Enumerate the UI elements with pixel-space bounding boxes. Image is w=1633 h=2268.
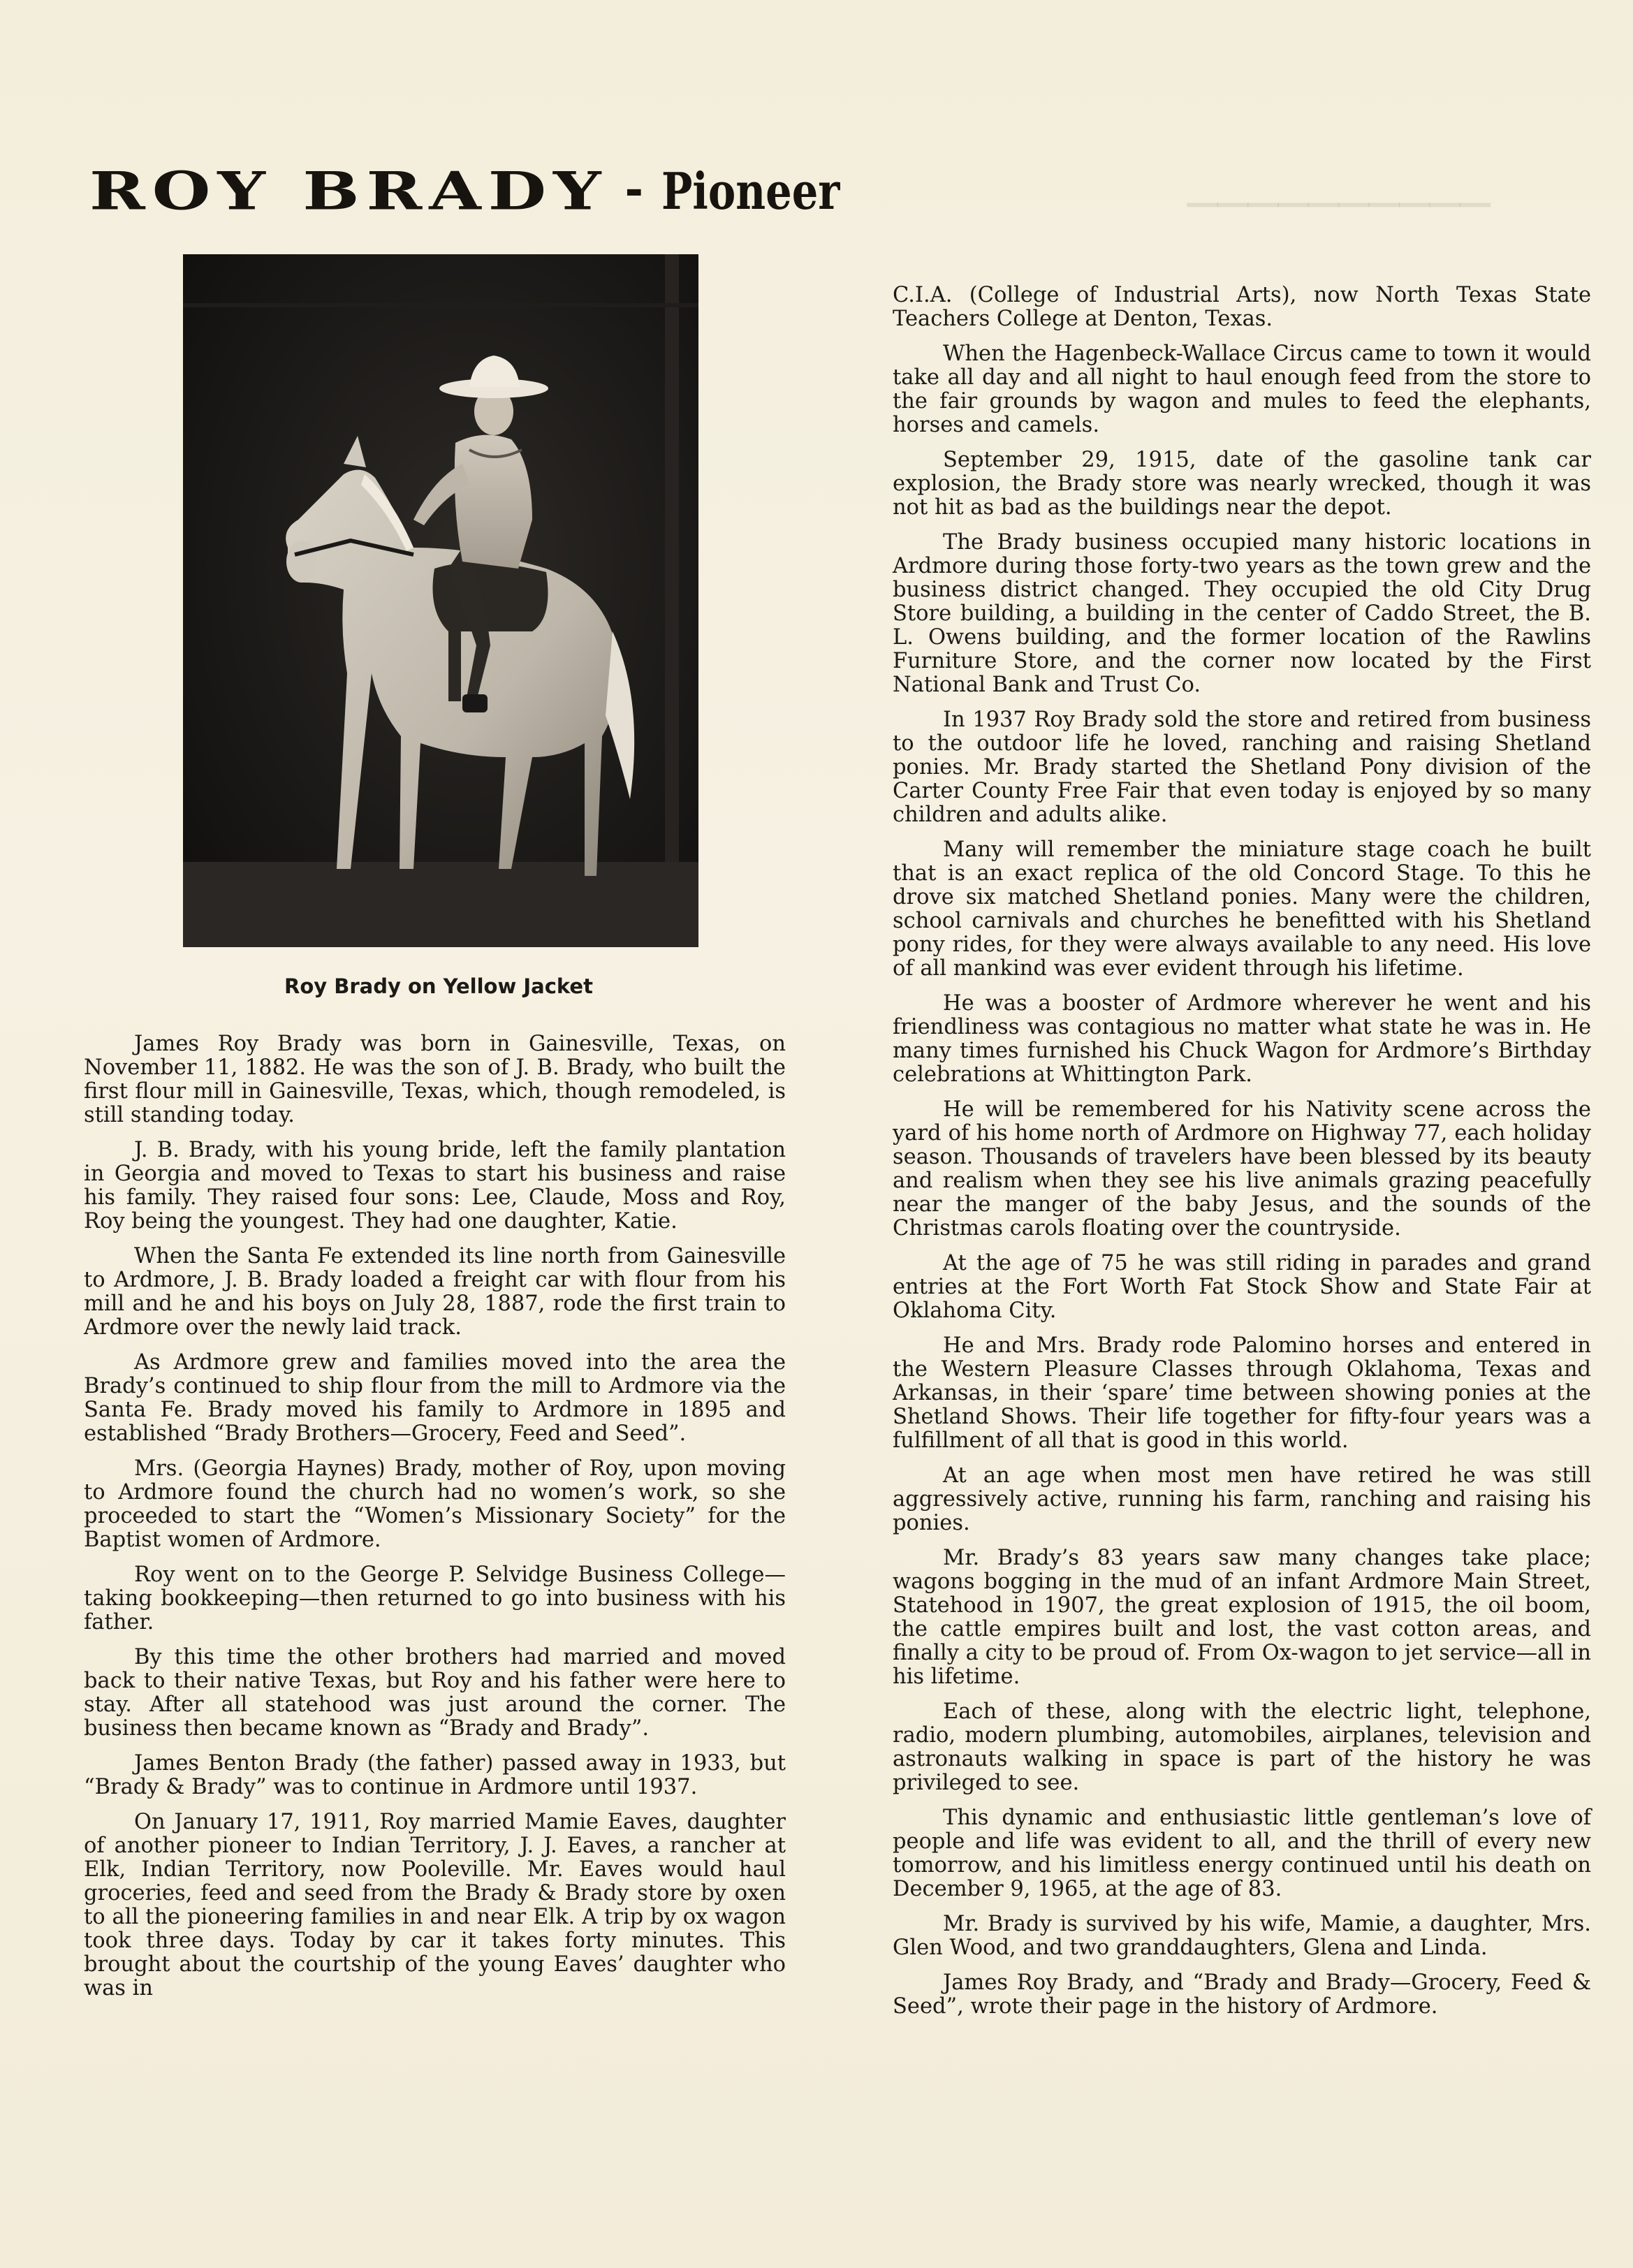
paragraph: By this time the other brothers had married and moved back to their native Texas, but Roy and his father were here to stay. After all statehood was just around the corner. The business then became known as “Brady and Brady”. bbox=[84, 1645, 786, 1741]
paragraph: When the Santa Fe extended its line north from Gainesville to Ardmore, J. B. Brady loaded a freight car with flour from his mill and he and his boys on July 28, 1887, rode the first train to Ardmore over the newly laid track. bbox=[84, 1244, 786, 1340]
paragraph: September 29, 1915, date of the gasoline tank car explosion, the Brady store was nearly wrecked, though it was not hit as bad as the buildings near the depot. bbox=[893, 448, 1591, 520]
paragraph: Mrs. (Georgia Haynes) Brady, mother of Roy, upon moving to Ardmore found the church had no women’s work, so she proceeded to start the “Women’s Missionary Society” for the Baptist women of Ardmore. bbox=[84, 1456, 786, 1552]
paragraph: On January 17, 1911, Roy married Mamie Eaves, daughter of another pioneer to Indian Territory, J. J. Eaves, a rancher at Elk, Indian Territory, now Pooleville. Mr. Eaves would haul groceries, feed and seed from the Brady & Brady store by oxen to all the pioneering families in and near Elk. A trip by ox wagon took three days. Today by car it takes forty minutes. This brought about the courtship of the young Eaves’ daughter who was in bbox=[84, 1810, 786, 2000]
title-subtitle: Pioneer bbox=[661, 161, 840, 221]
photo-caption: Roy Brady on Yellow Jacket bbox=[284, 974, 593, 998]
paragraph: James Benton Brady (the father) passed away in 1933, but “Brady & Brady” was to continue in Ardmore until 1937. bbox=[84, 1751, 786, 1799]
paragraph: James Roy Brady was born in Gainesville, Texas, on November 11, 1882. He was the son of J. B. Brady, who built the first flour mill in Gainesville, Texas, which, though remodeled, is still standing today. bbox=[84, 1032, 786, 1127]
paragraph: This dynamic and enthusiastic little gentleman’s love of people and life was evident to all, and the thrill of every new tomorrow, and his limitless energy continued until his death on December 9, 1965, at the age of 83. bbox=[893, 1806, 1591, 1901]
title-dash: - bbox=[624, 165, 644, 217]
photo-illustration bbox=[183, 254, 698, 947]
paragraph: Many will remember the miniature stage coach he built that is an exact replica of the old Concord Stage. To this he drove six matched Shetland ponies. Many were the children, school carnivals and churches he benefitted with his Shetland pony rides, for they were always available to any need. His love of all mankind was ever evident through his lifetime. bbox=[893, 837, 1591, 981]
paragraph: The Brady business occupied many historic locations in Ardmore during those forty-two years as the town grew and the business district changed. They occupied the old City Drug Store building, a building in the center of Caddo Street, the B. L. Owens building, and the former location of the Rawlins Furniture Store, and the corner now located by the First National Bank and Trust Co. bbox=[893, 530, 1591, 697]
horse-rider-photo bbox=[183, 254, 698, 947]
right-text-column bbox=[893, 284, 1591, 2030]
paragraph: Mr. Brady is survived by his wife, Mamie, a daughter, Mrs. Glen Wood, and two granddaughters, Glena and Linda. bbox=[893, 1912, 1591, 1960]
bleed-through-shadow: ────────── bbox=[1187, 175, 1491, 234]
left-text-column bbox=[84, 1032, 786, 2012]
title-name: ROY BRADY bbox=[89, 159, 608, 222]
paragraph: Mr. Brady’s 83 years saw many changes take place; wagons bogging in the mud of an infant Ardmore Main Street, Statehood in 1907, the great explosion of 1915, the oil boom, the cattle empires built and lost, the vast cotton areas, and finally a city to be proud of. From Ox-wagon to jet service—all in his lifetime. bbox=[893, 1546, 1591, 1689]
paragraph: When the Hagenbeck-Wallace Circus came to town it would take all day and all night to haul enough feed from the store to the fair grounds by wagon and mules to feed the elephants, horses and camels. bbox=[893, 342, 1591, 437]
paragraph: J. B. Brady, with his young bride, left the family plantation in Georgia and moved to Texas to start his business and raise his family. They raised four sons: Lee, Claude, Moss and Roy, Roy being the youngest. They had one daughter, Katie. bbox=[84, 1138, 786, 1234]
paragraph: Each of these, along with the electric light, telephone, radio, modern plumbing, automobiles, airplanes, television and astronauts walking in space is part of the history he was privileged to see. bbox=[893, 1699, 1591, 1795]
paragraph: As Ardmore grew and families moved into the area the Brady’s continued to ship flour from the mill to Ardmore via the Santa Fe. Brady moved his family to Ardmore in 1895 and established “Brady Brothers—Grocery, Feed and Seed”. bbox=[84, 1350, 786, 1446]
paragraph: C.I.A. (College of Industrial Arts), now North Texas State Teachers College at Denton, Texas. bbox=[893, 283, 1591, 331]
paragraph: He will be remembered for his Nativity scene across the yard of his home north of Ardmore on Highway 77, each holiday season. Thousands of travelers have been blessed by its beauty and realism when they see his live animals grazing peacefully near the manger of the baby Jesus, and the sounds of the Christmas carols floating over the countryside. bbox=[893, 1097, 1591, 1241]
paragraph: Roy went on to the George P. Selvidge Business College—taking bookkeeping—then returned to go into business with his father. bbox=[84, 1563, 786, 1634]
paragraph: At an age when most men have retired he was still aggressively active, running his farm, ranching and raising his ponies. bbox=[893, 1463, 1591, 1535]
page-title bbox=[89, 152, 879, 229]
paragraph: He was a booster of Ardmore wherever he went and his friendliness was contagious no matter what state he was in. He many times furnished his Chuck Wagon for Ardmore’s Birthday celebrations at Whittington Park. bbox=[893, 991, 1591, 1087]
paragraph: James Roy Brady, and “Brady and Brady—Grocery, Feed & Seed”, wrote their page in the history of Ardmore. bbox=[893, 1970, 1591, 2019]
paragraph: In 1937 Roy Brady sold the store and retired from business to the outdoor life he loved, ranching and raising Shetland ponies. Mr. Brady started the Shetland Pony division of the Carter County Free Fair that even today is enjoyed by so many children and adults alike. bbox=[893, 708, 1591, 827]
paragraph: At the age of 75 he was still riding in parades and grand entries at the Fort Worth Fat Stock Show and State Fair at Oklahoma City. bbox=[893, 1251, 1591, 1323]
paragraph: He and Mrs. Brady rode Palomino horses and entered in the Western Pleasure Classes through Oklahoma, Texas and Arkansas, in their ‘spare’ time between showing ponies at the Shetland Shows. Their life together for fifty-four years was a fulfillment of all that is good in this world. bbox=[893, 1333, 1591, 1453]
